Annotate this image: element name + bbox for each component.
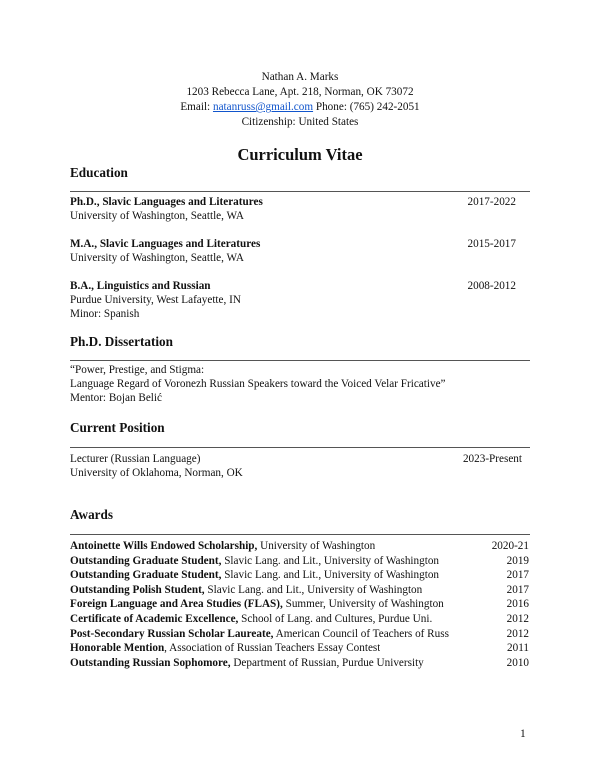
institution: Purdue University, West Lafayette, IN [70, 294, 241, 306]
award-name: Post-Secondary Russian Scholar Laureate, [70, 627, 274, 640]
phone-label: Phone: [315, 101, 347, 113]
institution: University of Washington, Seattle, WA [70, 252, 244, 264]
award-item [70, 597, 529, 612]
current-position-entry [70, 452, 522, 480]
years: 2017-2022 [467, 196, 516, 208]
award-item [70, 627, 529, 642]
position-years: 2023-Present [462, 453, 522, 465]
current-position-heading: Current Position [70, 420, 165, 435]
award-item [70, 612, 529, 627]
award-detail: Slavic Lang. and Lit., University of Washington [221, 569, 440, 582]
award-item [70, 539, 529, 554]
email-link[interactable]: natanruss@gmail.com [212, 101, 314, 113]
award-name: Outstanding Polish Student, [70, 583, 205, 596]
award-detail: University of Washington [257, 540, 376, 552]
award-year: 2011 [507, 642, 529, 655]
award-detail: Slavic Lang. and Lit., University of Washington [204, 583, 423, 596]
award-year: 2012 [506, 627, 529, 640]
award-detail: Department of Russian, Purdue University [230, 656, 424, 669]
education-entry-ba [70, 279, 516, 321]
email-label: Email: [180, 101, 211, 113]
dissertation-divider [70, 360, 530, 361]
award-detail: School of Lang. and Cultures, Purdue Uni. [238, 612, 433, 625]
dissertation-heading: Ph.D. Dissertation [70, 334, 173, 349]
phone-number: (765) 242-2051 [349, 101, 420, 113]
years: 2008-2012 [467, 280, 516, 292]
award-year: 2010 [506, 656, 529, 669]
award-item [70, 656, 529, 671]
education-entry-phd [70, 195, 516, 223]
award-name: Antoinette Wills Endowed Scholarship, [70, 540, 258, 552]
award-name: Outstanding Russian Sophomore, [70, 656, 231, 669]
dissertation-entry [70, 363, 530, 405]
award-item [70, 554, 529, 569]
award-year: 2019 [506, 554, 529, 567]
education-divider [70, 191, 530, 192]
award-year: 2020-21 [491, 540, 529, 552]
dissertation-title-line-2: Language Regard of Voronezh Russian Speakers toward the Voiced Velar Fricative” [70, 378, 446, 390]
institution: University of Washington, Seattle, WA [70, 210, 244, 222]
dissertation-title-line-1: “Power, Prestige, and Stigma: [70, 364, 205, 376]
email-phone-line [0, 100, 600, 115]
award-detail: , Association of Russian Teachers Essay Contest [164, 642, 381, 655]
minor: Minor: Spanish [70, 308, 140, 320]
award-year: 2017 [506, 583, 529, 596]
award-detail: Slavic Lang. and Lit., University of Washington [221, 554, 440, 567]
award-item [70, 583, 529, 598]
award-name: Foreign Language and Area Studies (FLAS), [70, 598, 283, 611]
awards-divider [70, 534, 530, 535]
contact-header [0, 70, 600, 130]
position-title: Lecturer (Russian Language) [70, 453, 201, 465]
award-name: Outstanding Graduate Student, [70, 554, 222, 567]
award-item [70, 641, 529, 656]
current-position-divider [70, 447, 530, 448]
document-title: Curriculum Vitae [237, 145, 363, 164]
citizenship: Citizenship: United States [241, 116, 359, 128]
address: 1203 Rebecca Lane, Apt. 218, Norman, OK 73072 [186, 86, 414, 98]
award-name: Honorable Mention [70, 642, 165, 655]
degree: B.A., Linguistics and Russian [70, 280, 211, 292]
applicant-name: Nathan A. Marks [261, 71, 339, 83]
award-detail: American Council of Teachers of Russ [273, 627, 449, 640]
award-year: 2017 [506, 569, 529, 582]
education-entry-ma [70, 237, 516, 265]
award-name: Certificate of Academic Excellence, [70, 612, 239, 625]
awards-list [70, 539, 529, 670]
award-name: Outstanding Graduate Student, [70, 569, 222, 582]
education-heading: Education [70, 165, 128, 180]
award-item [70, 568, 529, 583]
award-year: 2012 [506, 612, 529, 625]
position-institution: University of Oklahoma, Norman, OK [70, 467, 243, 479]
years: 2015-2017 [467, 238, 516, 250]
degree: Ph.D., Slavic Languages and Literatures [70, 196, 263, 208]
awards-heading: Awards [70, 507, 113, 522]
award-year: 2016 [506, 598, 529, 611]
page-number: 1 [520, 728, 526, 740]
dissertation-mentor: Mentor: Bojan Belić [70, 392, 162, 404]
degree: M.A., Slavic Languages and Literatures [70, 238, 261, 250]
award-detail: Summer, University of Washington [282, 598, 444, 611]
